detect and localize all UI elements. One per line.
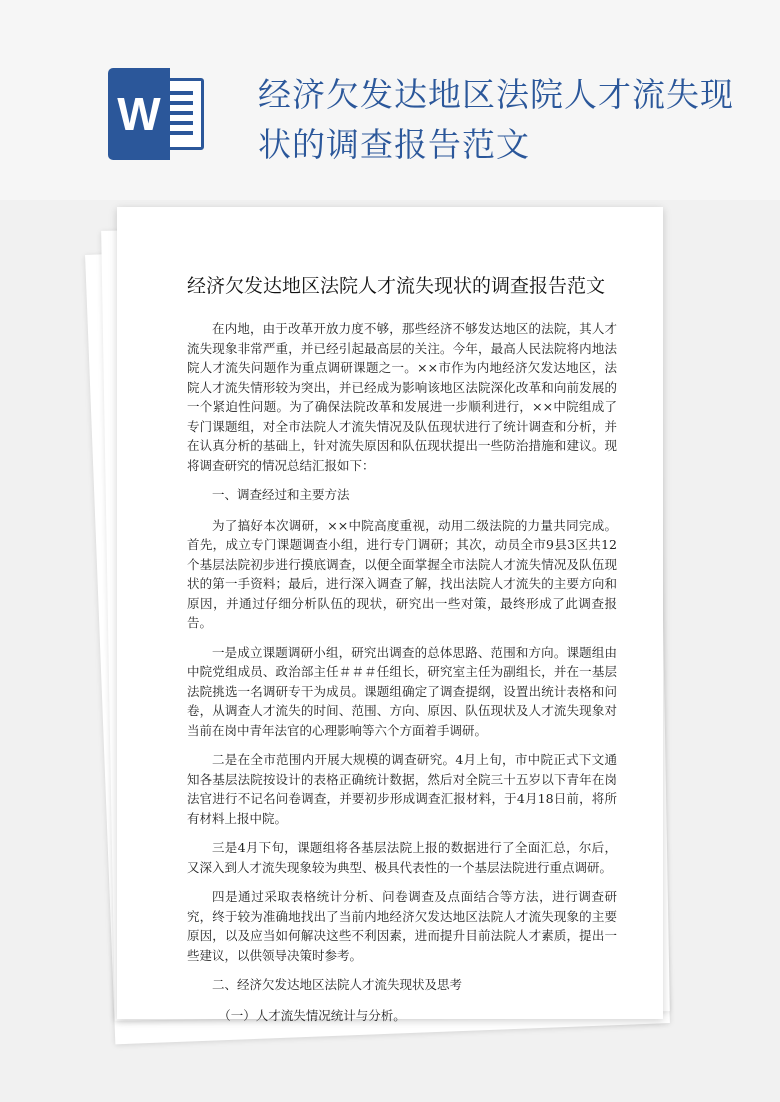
document-title: 经济欠发达地区法院人才流失现状的调查报告范文 [187, 275, 606, 297]
word-letter-badge: W [108, 68, 170, 160]
paragraph: 在内地，由于改革开放力度不够，那些经济不够发达地区的法院，其人才流失现象非常严重，并已经引起最高层的关注。今年，最高人民法院将内地法院人才流失问题作为重点调研课题之一。××市作为内地经济欠发达地区，法院人才流失情形较为突出，并已经成为影响该地区法院深化改革和向前发展的一个紧迫性问题。为了确保法院改革和发展进一步顺利进行，××中院组成了专门课题组，对全市法院人才流失情况及队伍现状进行了统计调查和分析，并在认真分析的基础上，针对流失原因和队伍现状提出一些防治措施和建议。现将调查研究的情况总结汇报如下： [187, 321, 617, 473]
preview-header [0, 0, 780, 200]
document-body [187, 319, 617, 1025]
paragraph: 四是通过采取表格统计分析、问卷调查及点面结合等方法，进行调查研究，终于较为准确地找出了当前内地经济欠发达地区法院人才流失现象的主要原因，以及应当如何解决这些不利因素，进而提升目前法院人才素质，提出一些建议，以供领导决策时参考。 [187, 889, 617, 963]
paragraph: 一是成立课题调研小组，研究出调查的总体思路、范围和方向。课题组由中院党组成员、政治部主任＃＃＃任组长，研究室主任为副组长，并在一基层法院挑选一名调研专干为成员。课题组确定了调查提纲，设置出统计表格和问卷，从调查人才流失的时间、范围、方向、原因、队伍现状及人才流失现象对当前在岗中青年法官的心理影响等六个方面着手调研。 [187, 644, 617, 738]
page-title: 经济欠发达地区法院人才流失现状的调查报告范文 [258, 75, 734, 164]
paragraph: 为了搞好本次调研，××中院高度重视，动用二级法院的力量共同完成。首先，成立专门课题调查小组，进行专门调研；其次，动员全市9县3区共12个基层法院初步进行摸底调查，以便全面掌握全市法院人才流失情况及队伍现状的第一手资料；最后，进行深入调查了解，找出法院人才流失的主要方向和原因，并通过仔细分析队伍的现状，研究出一些对策，最终形成了此调查报告。 [187, 517, 617, 630]
document-page [117, 207, 663, 1023]
section-heading: 一、调查经过和主要方法 [212, 487, 350, 502]
subsection-heading: （一）人才流失情况统计与分析。 [218, 1007, 406, 1023]
paragraph: 三是4月下旬，课题组将各基层法院上报的数据进行了全面汇总，尔后，又深入到人才流失现象较为典型、极具代表性的一个基层法院进行重点调研。 [187, 840, 617, 875]
section-heading: 二、经济欠发达地区法院人才流失现状及思考 [212, 977, 463, 992]
paragraph: 二是在全市范围内开展大规模的调查研究。4月上旬，市中院正式下文通知各基层法院按设计的表格正确统计数据，然后对全院三十五岁以下青年在岗法官进行不记名问卷调查，并要初步形成调查汇报材料，于4月18日前，将所有材料上报中院。 [187, 752, 617, 826]
word-icon [108, 68, 208, 160]
